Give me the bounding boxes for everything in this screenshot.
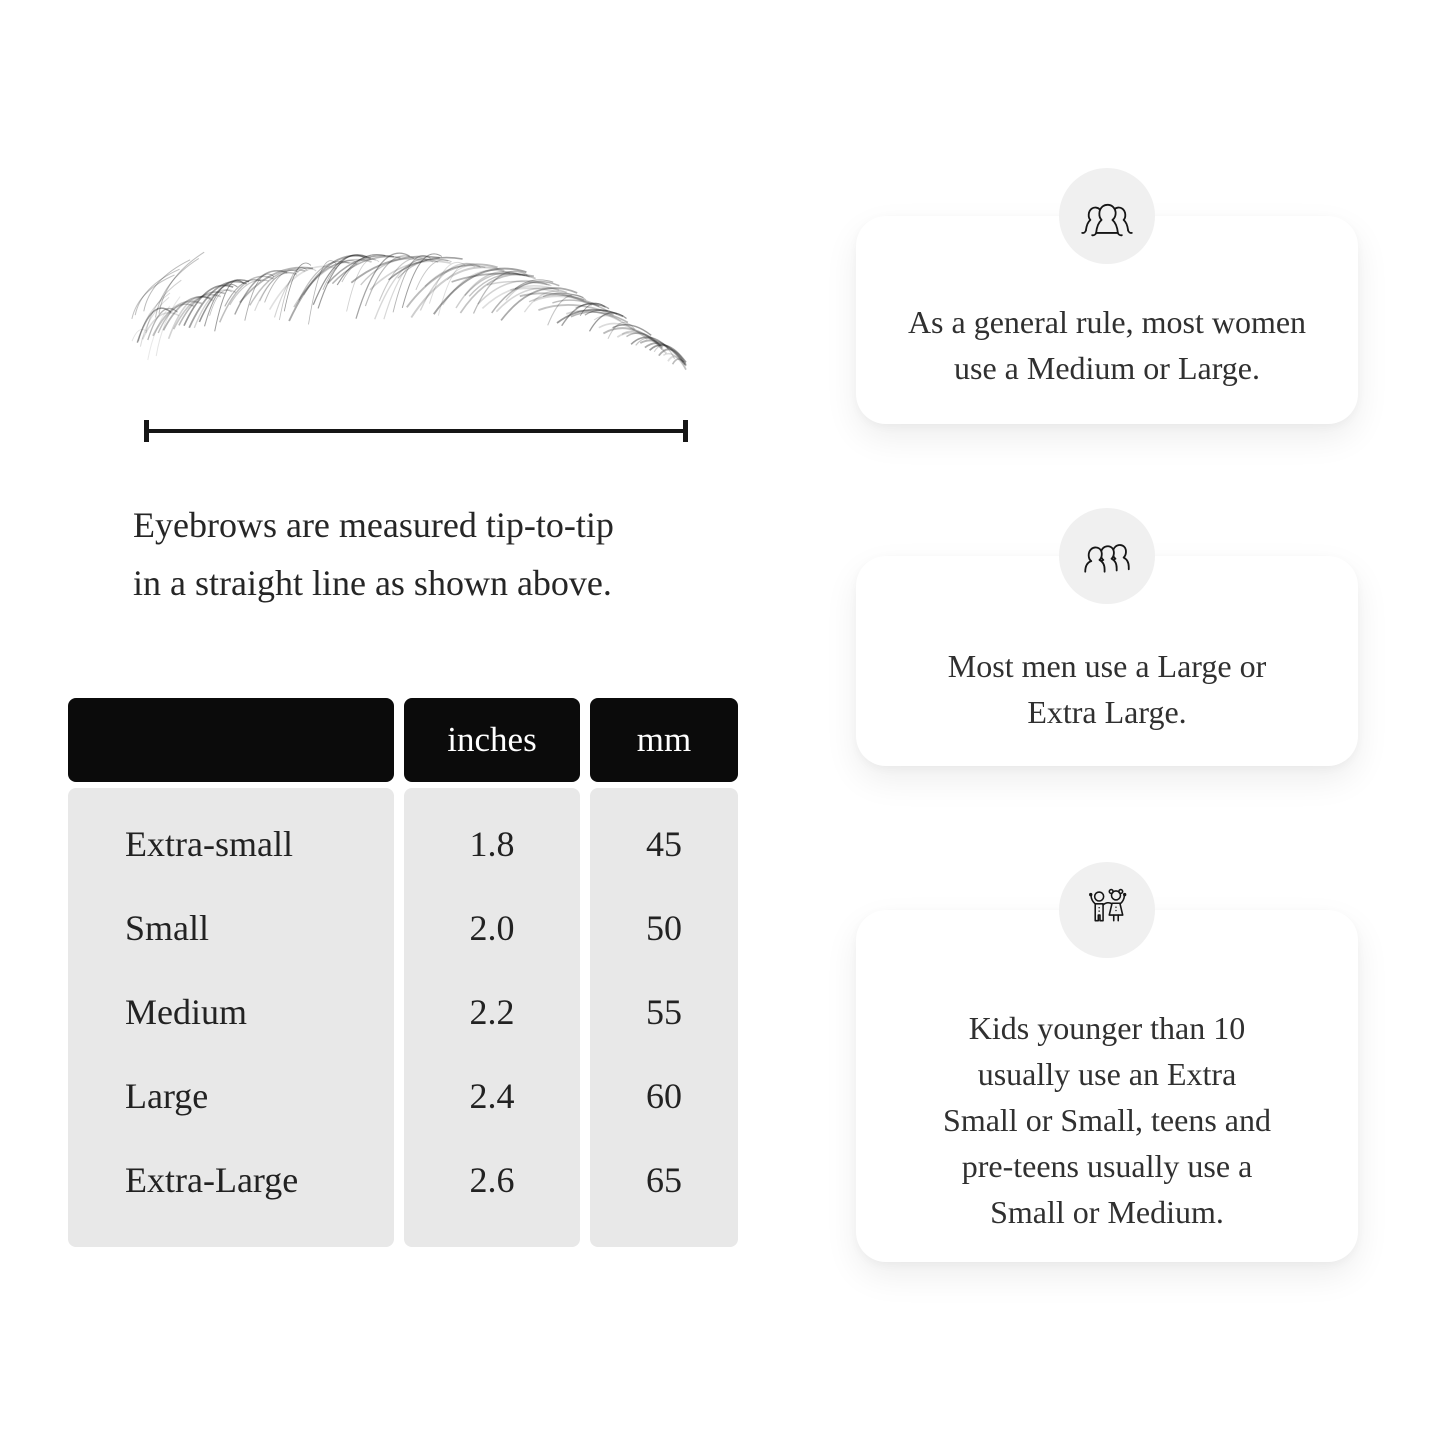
women-group-icon — [1078, 194, 1136, 238]
card-kids-line-5: Small or Medium. — [990, 1194, 1224, 1230]
size-table-header-inches: inches — [404, 698, 580, 782]
size-table — [68, 698, 738, 1248]
card-kids-text — [943, 1005, 1271, 1235]
size-table-column-size — [68, 698, 394, 1248]
card-men-sizing — [856, 556, 1358, 766]
card-kids-line-3: Small or Small, teens and — [943, 1102, 1271, 1138]
icon-circle — [1059, 862, 1155, 958]
card-women-line-1: As a general rule, most women — [907, 304, 1307, 340]
eyebrow-illustration — [118, 240, 698, 405]
size-row-label: Extra-small — [125, 824, 293, 864]
size-row-inches: 1.8 — [469, 824, 515, 864]
measurement-line — [146, 429, 686, 433]
size-row-mm: 50 — [646, 908, 682, 948]
size-row-label: Extra-Large — [125, 1160, 299, 1200]
card-women-text — [908, 299, 1306, 391]
size-row-mm: 55 — [646, 992, 682, 1032]
size-row-inches: 2.0 — [469, 908, 515, 948]
size-row-inches: 2.2 — [469, 992, 515, 1032]
size-row-mm: 60 — [646, 1076, 682, 1116]
size-row-label: Small — [125, 908, 210, 948]
size-row-inches: 2.6 — [469, 1160, 515, 1200]
size-table-body-mm — [590, 788, 738, 1247]
card-men-line-2: Extra Large. — [1027, 694, 1187, 730]
card-women-line-2: use a Medium or Large. — [954, 350, 1260, 386]
size-row-mm: 45 — [646, 824, 682, 864]
size-table-body-size — [68, 788, 394, 1247]
card-kids-line-2: usually use an Extra — [977, 1056, 1237, 1092]
measurement-caption — [133, 496, 614, 612]
card-kids-line-1: Kids younger than 10 — [968, 1010, 1246, 1046]
size-row-inches: 2.4 — [469, 1076, 515, 1116]
card-men-text — [948, 643, 1266, 735]
card-kids-sizing — [856, 910, 1358, 1262]
size-row-mm: 65 — [646, 1160, 682, 1200]
size-table-column-inches — [404, 698, 580, 1248]
card-kids-line-4: pre-teens usually use a — [961, 1148, 1253, 1184]
size-table-column-mm — [590, 698, 738, 1248]
size-row-label: Large — [125, 1076, 209, 1116]
card-men-line-1: Most men use a Large or — [947, 648, 1267, 684]
men-group-icon — [1078, 534, 1136, 578]
size-table-header-mm: mm — [590, 698, 738, 782]
kids-icon — [1080, 887, 1134, 933]
icon-circle — [1059, 508, 1155, 604]
caption-line-1: Eyebrows are measured tip-to-tip — [133, 505, 614, 545]
caption-line-2: in a straight line as shown above. — [133, 563, 612, 603]
size-table-header-size — [68, 698, 394, 782]
card-women-sizing — [856, 216, 1358, 424]
size-table-body-inches — [404, 788, 580, 1247]
icon-circle — [1059, 168, 1155, 264]
size-row-label: Medium — [125, 992, 247, 1032]
